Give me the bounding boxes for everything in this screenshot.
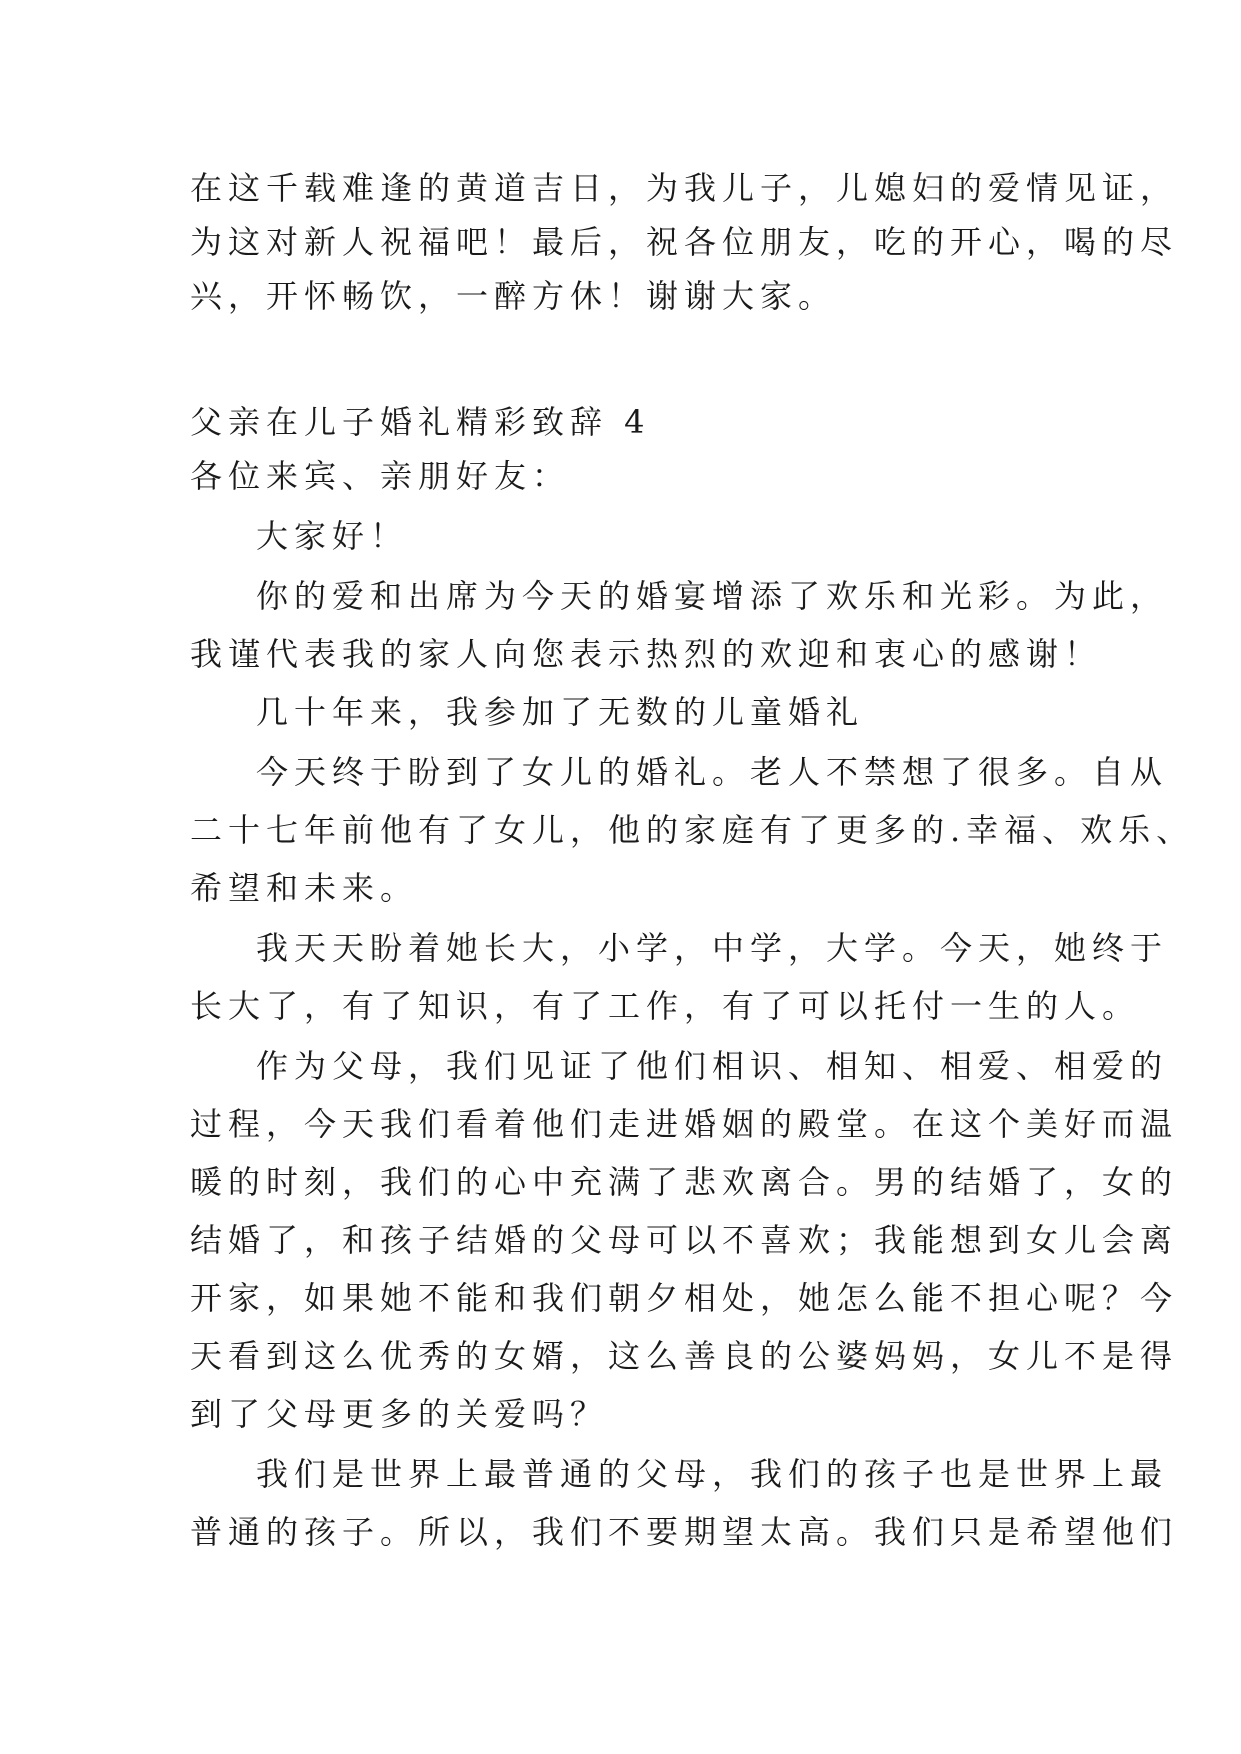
section-heading: 父亲在儿子婚礼精彩致辞 4 <box>190 403 651 441</box>
text-line: 开家，如果她不能和我们朝夕相处，她怎么能不担心呢？今 <box>190 1279 1179 1317</box>
text-line: 作为父母，我们见证了他们相识、相知、相爱、相爱的 <box>256 1047 1169 1085</box>
text-line: 到了父母更多的关爱吗？ <box>190 1395 609 1433</box>
text-line: 在这千载难逢的黄道吉日，为我儿子，儿媳妇的爱情见证， <box>190 169 1179 207</box>
text-line: 结婚了，和孩子结婚的父母可以不喜欢；我能想到女儿会离 <box>190 1221 1179 1259</box>
text-line: 大家好！ <box>256 517 409 555</box>
text-line: 暖的时刻，我们的心中充满了悲欢离合。男的结婚了，女的 <box>190 1163 1179 1201</box>
text-line: 为这对新人祝福吧！最后，祝各位朋友，吃的开心，喝的尽 <box>190 223 1179 261</box>
text-line: 我天天盼着她长大，小学，中学，大学。今天，她终于 <box>256 929 1169 967</box>
text-line: 兴，开怀畅饮，一醉方休！谢谢大家。 <box>190 277 837 315</box>
text-line: 几十年来，我参加了无数的儿童婚礼 <box>256 693 865 731</box>
text-line: 天看到这么优秀的女婿，这么善良的公婆妈妈，女儿不是得 <box>190 1337 1179 1375</box>
text-line: 二十七年前他有了女儿，他的家庭有了更多的.幸福、欢乐、 <box>190 811 1195 849</box>
salutation: 各位来宾、亲朋好友： <box>190 457 571 495</box>
text-line: 过程，今天我们看着他们走进婚姻的殿堂。在这个美好而温 <box>190 1105 1179 1143</box>
text-line: 今天终于盼到了女儿的婚礼。老人不禁想了很多。自从 <box>256 753 1169 791</box>
text-line: 希望和未来。 <box>190 869 419 907</box>
text-line: 你的爱和出席为今天的婚宴增添了欢乐和光彩。为此， <box>256 577 1169 615</box>
text-line: 我谨代表我的家人向您表示热烈的欢迎和衷心的感谢！ <box>190 635 1103 673</box>
text-line: 普通的孩子。所以，我们不要期望太高。我们只是希望他们 <box>190 1513 1179 1551</box>
text-line: 长大了，有了知识，有了工作，有了可以托付一生的人。 <box>190 987 1141 1025</box>
text-line: 我们是世界上最普通的父母，我们的孩子也是世界上最 <box>256 1455 1169 1493</box>
